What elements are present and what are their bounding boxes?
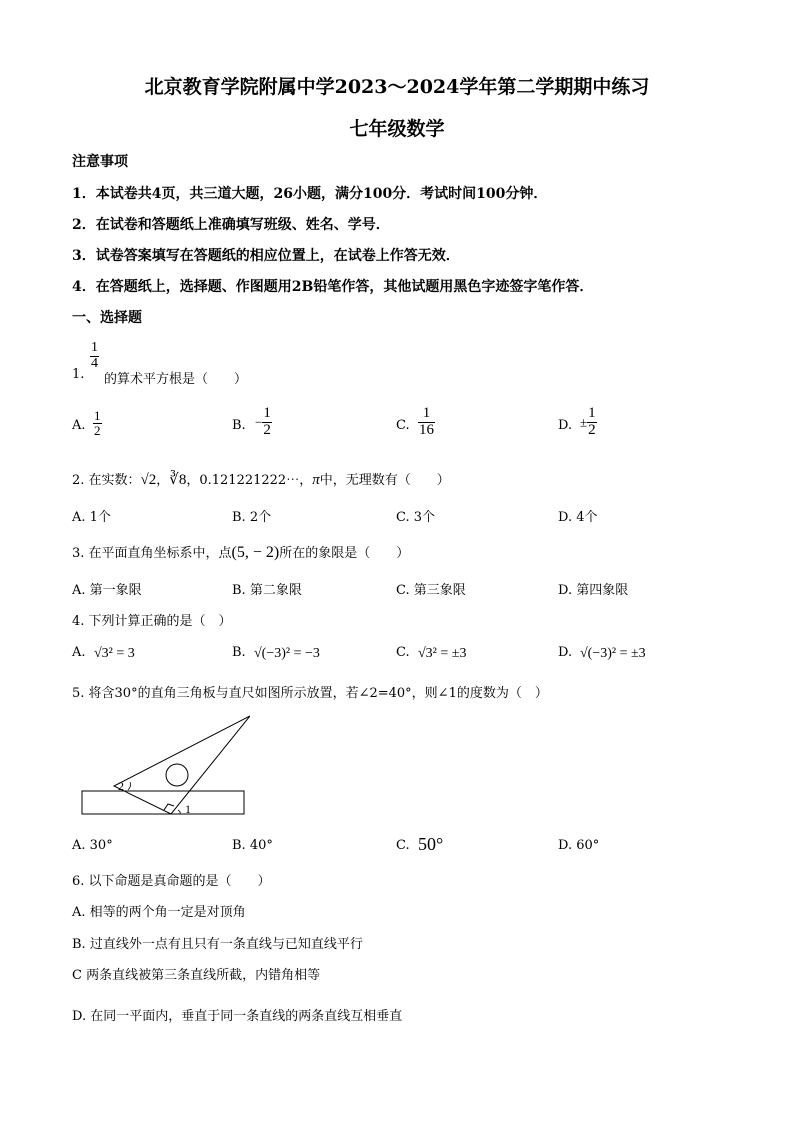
q3-option-c: C. 第三象限	[396, 583, 466, 598]
q4-option-d-expr: √(−3)² = ±3	[580, 646, 646, 661]
q5-text: 5. 将含30°的直角三角板与直尺如图所示放置，若∠2=40°，则∠1的度数为（ ）	[72, 686, 548, 701]
q5-figure	[78, 714, 250, 820]
q2-sep2: ，0.121221222⋯，	[186, 473, 313, 488]
q1-d-den: 2	[588, 421, 596, 438]
q2-option-b: B. 2个	[232, 510, 272, 525]
q1-b-num: 1	[263, 405, 271, 421]
q1-text: 的算术平方根是（ ）	[104, 372, 248, 387]
q4-text: 4. 下列计算正确的是（ ）	[72, 614, 232, 629]
q1-b-den: 2	[263, 421, 271, 438]
q5-option-c-label: C.	[396, 838, 410, 853]
q1-frac-num: 1	[91, 340, 98, 355]
q5-option-a: A. 30°	[72, 838, 113, 853]
q1-number: 1.	[72, 367, 85, 382]
q4-option-d-label: D.	[558, 645, 573, 660]
q2-option-a: A. 1个	[72, 510, 111, 525]
q1-d-num: 1	[588, 405, 596, 421]
q2-pi: π	[312, 472, 320, 488]
q1-fraction	[90, 341, 99, 371]
q1-option-b-label: B.	[232, 418, 246, 433]
q1-option-c-value	[418, 406, 435, 439]
q1-option-c-label: C.	[396, 418, 410, 433]
q2-text-b: 中，无理数有（ ）	[319, 473, 450, 488]
q2-option-c: C. 3个	[396, 510, 436, 525]
q1-frac-den: 4	[91, 355, 98, 371]
q4-option-c-label: C.	[396, 645, 410, 660]
q2-cbrt8: ∛8	[169, 472, 187, 488]
q3-text-b: 所在的象限是（ ）	[279, 546, 410, 561]
q6-option-a: A. 相等的两个角一定是对顶角	[72, 905, 246, 920]
angle-1-label: 1	[185, 802, 191, 816]
q5-option-b: B. 40°	[232, 838, 273, 853]
q4-option-a-expr: √3² = 3	[94, 646, 135, 661]
q2-text	[72, 469, 450, 489]
q5-option-d: D. 60°	[558, 838, 600, 853]
q1-d-sign: ±	[580, 414, 588, 430]
q5-option-c-value: 50°	[418, 834, 444, 854]
q4-option-a-label: A.	[72, 645, 86, 660]
q1-option-a-label: A.	[72, 418, 86, 433]
q3-option-b: B. 第二象限	[232, 583, 302, 598]
q1-c-num: 1	[418, 406, 435, 423]
q2-text-a: 2. 在实数：	[72, 473, 141, 488]
q4-option-b-label: B.	[232, 645, 246, 660]
q6-option-c: C 两条直线被第三条直线所截，内错角相等	[72, 968, 321, 983]
q2-option-d: D. 4个	[558, 510, 598, 525]
angle-2-label: 2	[118, 779, 124, 793]
q3-text	[72, 542, 409, 562]
exam-title: 北京教育学院附属中学2023～2024学年第二学期期中练习	[144, 76, 650, 98]
q1-a-num: 1	[94, 408, 101, 423]
section-heading: 一、选择题	[72, 310, 142, 326]
q4-option-b-expr: √(−3)² = −3	[254, 646, 320, 661]
q6-option-b: B. 过直线外一点有且只有一条直线与已知直线平行	[72, 937, 363, 952]
q3-text-a: 3. 在平面直角坐标系中，点	[72, 546, 232, 561]
q3-option-d: D. 第四象限	[558, 583, 629, 598]
note-item-4: 4．在答题纸上，选择题、作图题用2B铅笔作答，其他试题用黑色字迹签字笔作答．	[72, 279, 594, 295]
notes-heading: 注意事项	[72, 154, 128, 170]
set-square-hole	[166, 764, 188, 786]
q6-text: 6. 以下命题是真命题的是（ ）	[72, 874, 271, 889]
exam-subtitle: 七年级数学	[349, 118, 445, 140]
q1-option-a-value	[93, 409, 102, 437]
q2-sqrt2: √2	[140, 472, 157, 488]
q4-option-c-expr: √3² = ±3	[418, 646, 467, 661]
q2-sep1: ，	[156, 473, 170, 488]
q1-a-den: 2	[94, 422, 101, 438]
angle-1-arc	[178, 810, 180, 814]
q1-c-den: 16	[419, 421, 434, 438]
angle-2-arc	[128, 782, 131, 790]
q1-option-d-label: D.	[558, 418, 573, 433]
q1-b-sign: −	[255, 414, 263, 430]
right-angle-mark	[164, 804, 174, 810]
note-item-2: 2．在试卷和答题纸上准确填写班级、姓名、学号．	[72, 217, 390, 233]
q3-option-a: A. 第一象限	[72, 583, 142, 598]
q1-option-d-value	[580, 406, 597, 439]
q1-option-b-value	[255, 406, 272, 439]
q6-option-d: D. 在同一平面内，垂直于同一条直线的两条直线互相垂直	[72, 1009, 403, 1024]
note-item-3: 3．试卷答案填写在答题纸的相应位置上，在试卷上作答无效．	[72, 248, 460, 264]
q3-point: (5, − 2)	[231, 544, 280, 561]
note-item-1: 1．本试卷共4页，共三道大题，26小题，满分100分．考试时间100分钟．	[72, 186, 548, 202]
